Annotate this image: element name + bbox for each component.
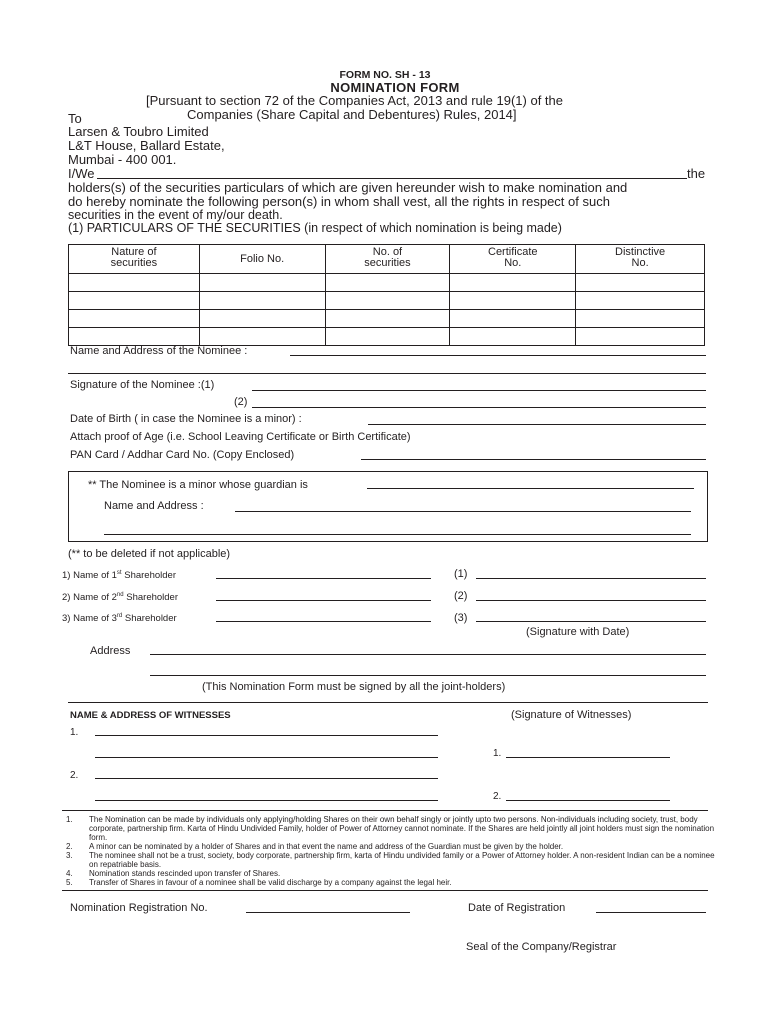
addressee-line-1: Larsen & Toubro Limited [68, 124, 209, 139]
col-no-securities: No. of securities [325, 245, 450, 274]
table-row [69, 292, 705, 310]
minor-guardian-label: ** The Nominee is a minor whose guardian is [88, 479, 308, 491]
shareholder-address-field-2[interactable] [150, 675, 706, 676]
witnesses-heading: NAME & ADDRESS OF WITNESSES [70, 710, 231, 721]
addressee-to: To [68, 111, 82, 126]
declaration-line-4: securities in the event of my/our death. [68, 208, 283, 222]
age-proof-label: Attach proof of Age (i.e. School Leaving Certificate or Birth Certificate) [70, 431, 411, 443]
shareholder-3-sig-label: (3) [454, 612, 468, 624]
note-item: 3. The nominee shall not be a trust, society, body corporate, partnership firm, karta of Hindu undivided family or a Power of Attorney holder. A non-resident Indian can be a nominee on repatriable basis. [66, 851, 715, 869]
guardian-address-label: Name and Address : [104, 500, 204, 512]
divider [62, 890, 708, 891]
shareholder-2-sig-field[interactable] [476, 600, 706, 601]
dob-label: Date of Birth ( in case the Nominee is a minor) : [70, 413, 302, 425]
divider [62, 810, 708, 811]
divider [68, 702, 708, 703]
declaration-line-2: holders(s) of the securities particulars of which are given hereunder wish to make nomination and [68, 180, 628, 195]
shareholder-1-sig-label: (1) [454, 568, 468, 580]
addressee-line-2: L&T House, Ballard Estate, [68, 138, 225, 153]
witness-sig-2-field[interactable] [506, 800, 670, 801]
note-item: 5. Transfer of Shares in favour of a nominee shall be valid discharge by a company against the legal heir. [66, 878, 452, 887]
the-label: the [687, 166, 706, 181]
nominee-signature-label: Signature of the Nominee :(1) [70, 379, 215, 391]
witness-sig-2-label: 2. [493, 791, 502, 802]
shareholder-address-label: Address [90, 645, 131, 657]
iwe-label: I/We [68, 166, 95, 181]
shareholder-address-field[interactable] [150, 654, 706, 655]
joint-holders-note: (This Nomination Form must be signed by all the joint-holders) [202, 681, 506, 693]
witness-signature-heading: (Signature of Witnesses) [511, 709, 632, 721]
registration-no-field[interactable] [246, 912, 410, 913]
table-header-row [69, 245, 705, 274]
guardian-address-field-2[interactable] [104, 534, 691, 535]
shareholder-2-sig-label: (2) [454, 590, 468, 602]
notes-list [66, 815, 716, 887]
nominee-signature-2-label: (2) [234, 396, 248, 408]
signature-with-date-label: (Signature with Date) [526, 626, 630, 638]
note-item: 2. A minor can be nominated by a holder of Shares and in that event the name and address of the Guardian must be given by the holder. [66, 842, 564, 851]
table-row [69, 328, 705, 346]
pursuant-line-2: Companies (Share Capital and Debentures) Rules, 2014] [187, 107, 517, 122]
pan-field[interactable] [361, 459, 706, 460]
shareholder-3-label: 3) Name of 3rd Shareholder [62, 613, 177, 625]
nominee-signature-1-field[interactable] [252, 390, 706, 391]
witness-2-label: 2. [70, 770, 79, 781]
particulars-heading: (1) PARTICULARS OF THE SECURITIES (in respect of which nomination is being made) [68, 221, 562, 235]
note-item: 1. The Nomination can be made by individuals only applying/holding Shares on their own behalf singly or jointly upto two persons. Non-individuals including society, trust, body corporate, partnership firm. Karta of Hindu Undivided Family, holder of Power of Attorney cannot nominate. If the Shares are held jointly all joint holders must sign the nomination form. [66, 815, 715, 842]
witness-sig-1-label: 1. [493, 748, 502, 759]
registration-date-field[interactable] [596, 912, 706, 913]
registration-no-label: Nomination Registration No. [70, 902, 208, 914]
witness-1-label: 1. [70, 727, 79, 738]
holder-name-field[interactable] [97, 178, 687, 179]
col-folio: Folio No. [199, 245, 325, 274]
declaration-line-3: do hereby nominate the following person(s) in whom shall vest, all the rights in respect of such [68, 194, 610, 209]
shareholder-1-label: 1) Name of 1st Shareholder [62, 570, 176, 582]
witness-2-name-field[interactable] [95, 778, 438, 779]
registration-date-label: Date of Registration [468, 902, 566, 914]
witness-2-address-field[interactable] [95, 800, 438, 801]
note-item: 4. Nomination stands rescinded upon transfer of Shares. [66, 869, 281, 878]
form-title: NOMINATION FORM [330, 80, 460, 95]
nominee-signature-2-field[interactable] [252, 407, 706, 408]
witness-sig-1-field[interactable] [506, 757, 670, 758]
form-number: FORM NO. SH - 13 [339, 69, 431, 81]
shareholder-2-name-field[interactable] [216, 600, 431, 601]
shareholder-3-name-field[interactable] [216, 621, 431, 622]
witness-1-address-field[interactable] [95, 757, 438, 758]
guardian-name-field[interactable] [367, 488, 694, 489]
col-distinctive: Distinctive No. [576, 245, 705, 274]
table-row [69, 310, 705, 328]
shareholder-2-label: 2) Name of 2nd Shareholder [62, 592, 179, 604]
shareholder-1-sig-field[interactable] [476, 578, 706, 579]
nominee-name-address-field[interactable] [290, 355, 706, 356]
guardian-address-field[interactable] [235, 511, 691, 512]
pursuant-line-1: [Pursuant to section 72 of the Companies Act, 2013 and rule 19(1) of the [146, 93, 563, 108]
col-nature: Nature of securities [69, 245, 200, 274]
shareholder-3-sig-field[interactable] [476, 621, 706, 622]
securities-table [68, 244, 705, 346]
seal-label: Seal of the Company/Registrar [466, 941, 617, 953]
pan-label: PAN Card / Addhar Card No. (Copy Enclosed) [70, 449, 295, 461]
nominee-address-field-2[interactable] [68, 373, 706, 374]
col-certificate: Certificate No. [450, 245, 576, 274]
nominee-name-address-label: Name and Address of the Nominee : [70, 345, 248, 357]
dob-field[interactable] [368, 424, 706, 425]
deletion-note: (** to be deleted if not applicable) [68, 548, 231, 560]
witness-1-name-field[interactable] [95, 735, 438, 736]
shareholder-1-name-field[interactable] [216, 578, 431, 579]
addressee-line-3: Mumbai - 400 001. [68, 152, 177, 167]
table-row [69, 274, 705, 292]
